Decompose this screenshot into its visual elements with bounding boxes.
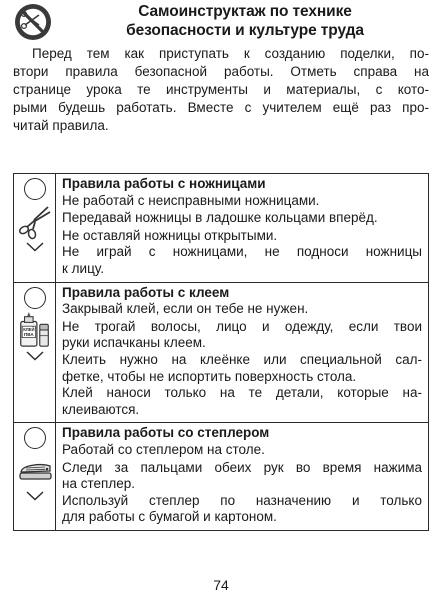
rule-line: Клеить нужно на клеёнке или специальной сал-: [62, 351, 422, 367]
rule-line: Закрывай клей, если он тебе не нужен.: [62, 301, 309, 317]
intro-line: странице урока те инструменты и материалы, с кото-: [13, 82, 429, 97]
intro-line: Перед тем как приступать к созданию поделки, по-: [32, 46, 429, 61]
rule-line: Не трогай волосы, лицо и одежду, если твои: [62, 318, 422, 334]
rule-title: Правила работы со степлером: [62, 425, 270, 441]
rule-text: [56, 283, 428, 423]
rule-block-glue: [14, 282, 428, 423]
page-number: 74: [213, 577, 229, 593]
rule-text: [56, 174, 428, 282]
rule-line: фетке, чтобы не испортить поверхность стола.: [62, 368, 357, 384]
rule-line: Не работай с неисправными ножницами.: [62, 192, 320, 208]
rule-line: Работай со степлером на столе.: [62, 441, 265, 457]
rule-title: Правила работы с клеем: [62, 284, 230, 300]
rule-title: Правила работы с ножницами: [62, 176, 266, 191]
page-title-line: безопасности и культуре труда: [126, 21, 364, 39]
chevron-down-icon: [26, 351, 44, 361]
glue-icon: [17, 311, 53, 349]
checkbox-circle[interactable]: [24, 287, 46, 309]
rule-line: Клей наноси только на те детали, которые на-: [62, 385, 422, 401]
no-cutting-icon: [14, 3, 52, 41]
rule-line: клеиваются.: [62, 401, 140, 417]
safety-rules-table: [13, 173, 429, 531]
intro-line: рыми будешь работать. Вместе с учителем ещё раз про-: [13, 100, 429, 115]
glue-label-text: КЛЕЙ: [22, 326, 34, 332]
glue-label-text: ПВА: [23, 331, 34, 337]
chevron-down-icon: [26, 242, 44, 252]
rule-block-scissors: [14, 174, 428, 282]
page-title: [60, 3, 430, 40]
rule-line: к лицу.: [62, 260, 104, 276]
intro-line: читай правила.: [13, 118, 109, 133]
rule-block-stapler: [14, 422, 428, 530]
stapler-icon: [17, 451, 53, 489]
page-header: [12, 3, 432, 43]
rule-line: Следи за пальцами обеих рук во время нажима: [62, 459, 422, 475]
checkbox-circle[interactable]: [24, 427, 46, 449]
rule-line: руки испачканы клеем.: [62, 335, 206, 351]
intro-paragraph: [13, 45, 429, 135]
scissors-icon: [17, 202, 53, 240]
rule-line: для работы с бумагой и картоном.: [62, 509, 277, 525]
rule-line: на степлер.: [62, 476, 135, 492]
page-title-line: Самоинструктаж по технике: [138, 3, 352, 20]
rule-text: [56, 423, 428, 530]
checkbox-circle[interactable]: [24, 178, 46, 200]
rule-line: Не играй с ножницами, не подноси ножницы: [62, 244, 422, 260]
intro-line: втори правила безопасной работы. Отметь справа на: [13, 64, 429, 79]
rule-icon-column: [14, 423, 56, 530]
rule-icon-column: [14, 283, 56, 423]
rule-line: Передавай ножницы в ладошке кольцами вперёд.: [62, 210, 378, 226]
rule-line: Используй степлер по назначению и только: [62, 492, 422, 508]
chevron-down-icon: [26, 491, 44, 501]
rule-line: Не оставляй ножницы открытыми.: [62, 227, 278, 243]
rule-icon-column: [14, 174, 56, 282]
